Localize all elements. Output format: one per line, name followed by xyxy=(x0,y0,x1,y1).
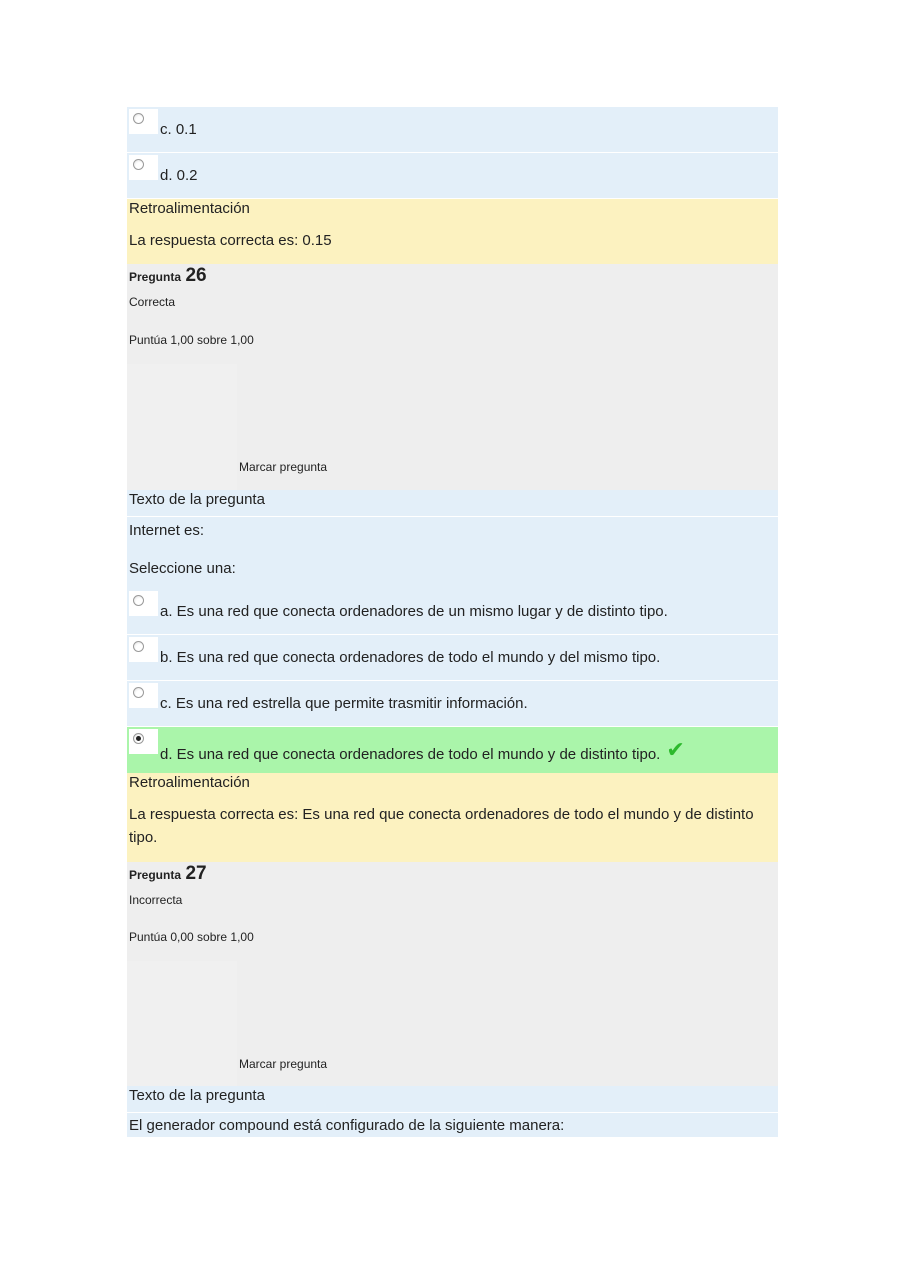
q26-text-header xyxy=(127,490,778,517)
question-score: Puntúa 0,00 sobre 1,00 xyxy=(129,930,254,944)
q26-option-a[interactable] xyxy=(127,589,778,635)
option-label: b. Es una red que conecta ordenadores de todo el mundo y del mismo tipo. xyxy=(160,649,661,666)
radio-container xyxy=(129,155,158,180)
pregunta-number: 26 xyxy=(185,265,207,286)
question-text: El generador compound está configurado de la siguiente manera: xyxy=(129,1117,565,1134)
q25-feedback xyxy=(127,199,778,264)
pregunta-number: 27 xyxy=(185,863,207,884)
feedback-title: Retroalimentación xyxy=(129,200,250,217)
q27-flag-row xyxy=(127,961,778,1086)
q27-text-header xyxy=(127,1086,778,1113)
quiz-review-page xyxy=(127,107,778,1137)
q27-score-row xyxy=(127,923,778,961)
flag-area xyxy=(127,364,237,490)
feedback-title: Retroalimentación xyxy=(129,774,250,791)
pregunta-label: Pregunta xyxy=(129,270,182,284)
radio-container xyxy=(129,109,158,134)
option-label: c. 0.1 xyxy=(160,121,197,138)
option-label: d. Es una red que conecta ordenadores de todo el mundo y de distinto tipo. xyxy=(160,746,661,763)
q27-header xyxy=(127,862,778,886)
radio-container xyxy=(129,729,158,754)
radio-button-icon[interactable] xyxy=(133,641,144,652)
checkmark-icon: ✔ xyxy=(666,737,685,762)
select-prompt: Seleccione una: xyxy=(129,560,236,577)
radio-button-icon[interactable] xyxy=(133,687,144,698)
radio-container xyxy=(129,591,158,616)
q25-option-d[interactable] xyxy=(127,153,778,199)
radio-container xyxy=(129,683,158,708)
question-status: Correcta xyxy=(129,295,176,309)
question-status: Incorrecta xyxy=(129,893,183,907)
option-label: d. 0.2 xyxy=(160,167,198,184)
q26-feedback xyxy=(127,773,778,862)
question-text: Internet es: xyxy=(129,522,205,539)
option-label: a. Es una red que conecta ordenadores de un mismo lugar y de distinto tipo. xyxy=(160,603,668,620)
flag-question-link[interactable]: Marcar pregunta xyxy=(239,460,328,474)
question-header: Texto de la pregunta xyxy=(129,1087,265,1104)
feedback-text: La respuesta correcta es: Es una red que conecta ordenadores de todo el mundo y de distinto tipo. xyxy=(129,806,754,846)
q26-score-row xyxy=(127,326,778,364)
radio-button-icon[interactable] xyxy=(133,159,144,170)
radio-button-checked-icon[interactable] xyxy=(133,733,144,744)
q26-status-row xyxy=(127,288,778,326)
q26-option-b[interactable] xyxy=(127,635,778,681)
pregunta-label: Pregunta xyxy=(129,868,182,882)
q26-question-body xyxy=(127,517,778,589)
q25-option-c[interactable] xyxy=(127,107,778,153)
option-label-wrapper xyxy=(160,739,685,765)
feedback-text: La respuesta correcta es: 0.15 xyxy=(129,232,332,249)
q26-header xyxy=(127,264,778,288)
question-header: Texto de la pregunta xyxy=(129,491,265,508)
q27-question-body xyxy=(127,1113,778,1137)
q26-option-c[interactable] xyxy=(127,681,778,727)
option-label: c. Es una red estrella que permite trasmitir información. xyxy=(160,695,528,712)
q26-option-d-correct[interactable] xyxy=(127,727,778,773)
question-score: Puntúa 1,00 sobre 1,00 xyxy=(129,333,254,347)
flag-area xyxy=(127,961,237,1086)
question-number xyxy=(129,863,207,885)
q27-status-row xyxy=(127,886,778,923)
radio-container xyxy=(129,637,158,662)
q26-flag-row xyxy=(127,364,778,490)
question-number xyxy=(129,265,207,287)
radio-button-icon[interactable] xyxy=(133,595,144,606)
radio-button-icon[interactable] xyxy=(133,113,144,124)
flag-question-link[interactable]: Marcar pregunta xyxy=(239,1057,328,1071)
